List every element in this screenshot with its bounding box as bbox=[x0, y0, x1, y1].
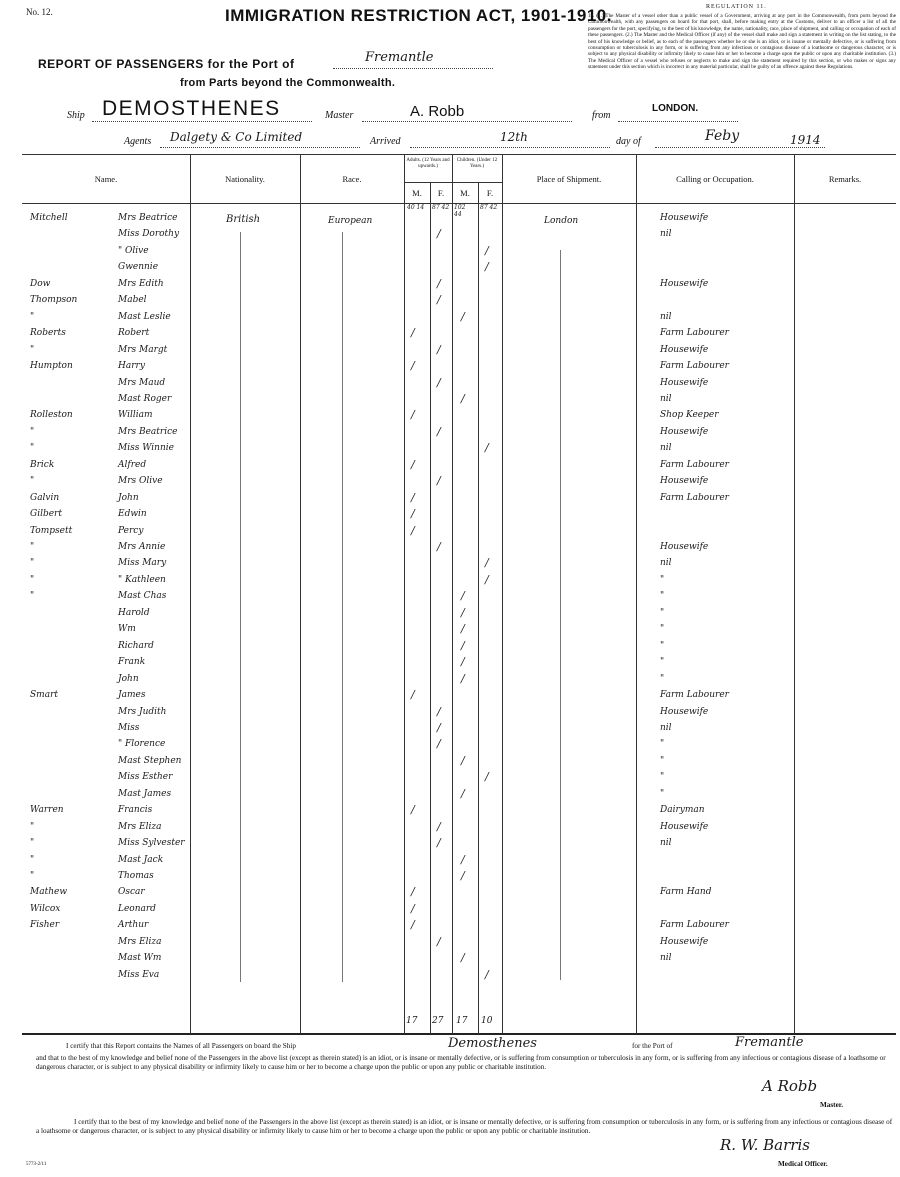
passenger-given-name: Mast James bbox=[118, 789, 172, 799]
count-tick-mark: / bbox=[411, 507, 415, 520]
passenger-occupation: " bbox=[660, 657, 665, 667]
passenger-given-name: Mrs Edith bbox=[118, 279, 164, 289]
passenger-given-name: Miss Eva bbox=[118, 970, 160, 980]
count-tick-mark: / bbox=[461, 622, 465, 635]
port-value: Fremantle bbox=[365, 50, 434, 65]
col-header-adult-m: M. bbox=[412, 188, 422, 198]
arrived-underline bbox=[410, 147, 610, 148]
passenger-given-name: Miss Winnie bbox=[118, 443, 174, 453]
passenger-given-name: Oscar bbox=[118, 887, 145, 897]
col-divider-5 bbox=[452, 154, 453, 1034]
from-label: from bbox=[592, 110, 611, 121]
passenger-surname: " bbox=[30, 542, 35, 552]
passenger-occupation: Shop Keeper bbox=[660, 410, 719, 420]
agents-label: Agents bbox=[124, 136, 152, 147]
from-value: LONDON. bbox=[652, 103, 699, 114]
passenger-surname: " bbox=[30, 838, 35, 848]
count-tick-mark: / bbox=[461, 869, 465, 882]
count-tick-mark: / bbox=[461, 655, 465, 668]
passenger-occupation: Housewife bbox=[660, 378, 709, 388]
passenger-given-name: Mast Jack bbox=[118, 855, 164, 865]
master-label: Master bbox=[325, 110, 354, 121]
passenger-surname: " bbox=[30, 427, 35, 437]
passenger-occupation: Housewife bbox=[660, 476, 709, 486]
passenger-occupation: " bbox=[660, 674, 665, 684]
col-header-race: Race. bbox=[342, 174, 362, 184]
from-parts-label: from Parts beyond the Commonwealth. bbox=[180, 77, 396, 89]
count-tick-mark: / bbox=[461, 672, 465, 685]
passenger-given-name: Mast Wm bbox=[118, 953, 162, 963]
passenger-given-name: Wm bbox=[118, 624, 136, 634]
passenger-given-name: Miss Mary bbox=[118, 558, 167, 568]
act-title: IMMIGRATION RESTRICTION ACT, 1901-1910. bbox=[225, 6, 612, 25]
passenger-surname: Tompsett bbox=[30, 526, 73, 536]
count-tick-mark: / bbox=[437, 705, 441, 718]
count-tick-mark: / bbox=[411, 803, 415, 816]
passenger-occupation: Housewife bbox=[660, 427, 709, 437]
count-tick-mark: / bbox=[461, 639, 465, 652]
passenger-occupation: Farm Labourer bbox=[660, 460, 729, 470]
passenger-surname: Thompson bbox=[30, 295, 78, 305]
passenger-occupation: " bbox=[660, 575, 665, 585]
col-header-adult-f: F. bbox=[437, 188, 445, 198]
passenger-occupation: Farm Labourer bbox=[660, 361, 729, 371]
count-tick-mark: / bbox=[437, 343, 441, 356]
passenger-given-name: Miss Sylvester bbox=[118, 838, 185, 848]
passenger-given-name: Frank bbox=[118, 657, 146, 667]
passenger-surname: Brick bbox=[30, 460, 55, 470]
count-tick-mark: / bbox=[437, 721, 441, 734]
count-tick-mark: / bbox=[411, 408, 415, 421]
count-tick-mark: / bbox=[485, 573, 489, 586]
count-tick-mark: / bbox=[461, 606, 465, 619]
master-signature: A Robb bbox=[762, 1077, 818, 1095]
agents-value: Dalgety & Co Limited bbox=[170, 130, 303, 144]
col-divider-8 bbox=[636, 154, 637, 1034]
passenger-occupation: " bbox=[660, 591, 665, 601]
count-tick-mark: / bbox=[461, 754, 465, 767]
col-divider-1 bbox=[190, 154, 191, 1034]
passenger-occupation: Housewife bbox=[660, 345, 709, 355]
passenger-occupation: nil bbox=[660, 394, 672, 404]
passenger-surname: " bbox=[30, 871, 35, 881]
passenger-given-name: Richard bbox=[118, 641, 154, 651]
passenger-given-name: " Olive bbox=[118, 246, 149, 256]
passenger-occupation: Farm Labourer bbox=[660, 328, 729, 338]
ship-label: Ship bbox=[67, 110, 85, 121]
total-child-m: 17 bbox=[456, 1016, 468, 1026]
passenger-occupation: " bbox=[660, 789, 665, 799]
passenger-occupation: Dairyman bbox=[660, 805, 705, 815]
race-value: European bbox=[328, 216, 373, 226]
col-header-child-f: F. bbox=[486, 188, 494, 198]
arrived-value: 12th bbox=[500, 130, 528, 144]
passenger-occupation: " bbox=[660, 739, 665, 749]
passenger-occupation: nil bbox=[660, 558, 672, 568]
passenger-given-name: John bbox=[118, 674, 139, 684]
passenger-occupation: nil bbox=[660, 443, 672, 453]
nationality-value: British bbox=[226, 214, 261, 225]
passenger-surname: " bbox=[30, 345, 35, 355]
passenger-given-name: Harry bbox=[118, 361, 145, 371]
passenger-surname: " bbox=[30, 575, 35, 585]
count-tick-mark: / bbox=[411, 885, 415, 898]
passenger-occupation: " bbox=[660, 772, 665, 782]
passenger-given-name: Mrs Olive bbox=[118, 476, 163, 486]
passenger-surname: Warren bbox=[30, 805, 64, 815]
passenger-surname: Humpton bbox=[30, 361, 73, 371]
printer-mark: 5773-2/11 bbox=[26, 1162, 47, 1167]
ship-value: DEMOSTHENES bbox=[102, 97, 281, 120]
passenger-given-name: Mrs Beatrice bbox=[118, 213, 178, 223]
passenger-given-name: Mrs Judith bbox=[118, 707, 167, 717]
child-f-count: 87 42 bbox=[480, 204, 498, 211]
count-tick-mark: / bbox=[411, 902, 415, 915]
count-tick-mark: / bbox=[485, 770, 489, 783]
count-tick-mark: / bbox=[437, 425, 441, 438]
count-tick-mark: / bbox=[437, 376, 441, 389]
passenger-surname: Gilbert bbox=[30, 509, 62, 519]
passenger-occupation: Farm Hand bbox=[660, 887, 712, 897]
count-tick-mark: / bbox=[437, 935, 441, 948]
master-value: A. Robb bbox=[410, 103, 465, 120]
passenger-surname: Mitchell bbox=[30, 213, 68, 223]
passenger-surname: Galvin bbox=[30, 493, 60, 503]
passenger-given-name: Francis bbox=[118, 805, 153, 815]
passenger-occupation: " bbox=[660, 608, 665, 618]
passenger-given-name: William bbox=[118, 410, 153, 420]
adult-m-count: 40 14 bbox=[407, 204, 425, 211]
passenger-given-name: Miss Esther bbox=[118, 772, 173, 782]
passenger-occupation: Housewife bbox=[660, 822, 709, 832]
passenger-surname: " bbox=[30, 443, 35, 453]
count-tick-mark: / bbox=[485, 441, 489, 454]
col-divider-2 bbox=[300, 154, 301, 1034]
date-underline bbox=[655, 147, 825, 148]
cert-for-port-label: for the Port of bbox=[632, 1042, 673, 1050]
passenger-given-name: Thomas bbox=[118, 871, 154, 881]
master-sign-label: Master. bbox=[820, 1101, 844, 1109]
regulation-text: 11. (1.) The Master of a vessel other than a public vessel of a Government, arriving at any port in the Commonwealth, from ports beyond the Commonwealth, with any passengers on board for that port, shall, before making entry at the Customs, deliver to an officer a list of all the passengers for the port, specifying, to the best of his knowledge, the name, nationality, race, place of shipment, and calling or occupation of each of these passengers. (2.) The Master and the Medical Officer (if any) of the vessel shall make and sign a statement in writing on the list stating, to the best of his knowledge or belief, as to each of the passengers whether he or she is an idiot, or is insane or mentally defective, or is suffering from consumption or tuberculosis in any form, or is suffering from any infectious or contagious disease of a loathsome or dangerous character, or is subject to any physical disability or infirmity likely to cause him or her to become a charge upon the public or upon any charitable institution. (3.) The Medical Officer of a vessel who refuses or neglects to make and sign the statement required by this section, or who makes or signs any statement under this section which is incorrect in any material particular, shall be guilty of an offence against these Regulations. bbox=[588, 13, 896, 71]
passenger-occupation: nil bbox=[660, 723, 672, 733]
report-label: REPORT OF PASSENGERS for the Port of bbox=[38, 57, 295, 71]
count-tick-mark: / bbox=[411, 458, 415, 471]
count-tick-mark: / bbox=[485, 260, 489, 273]
passenger-given-name: Mrs Margt bbox=[118, 345, 168, 355]
passenger-given-name: Robert bbox=[118, 328, 150, 338]
nationality-ditto-line bbox=[240, 232, 241, 982]
passenger-occupation: " bbox=[660, 624, 665, 634]
passenger-occupation: Housewife bbox=[660, 279, 709, 289]
count-tick-mark: / bbox=[485, 968, 489, 981]
passenger-surname: Dow bbox=[30, 279, 51, 289]
passenger-occupation: Farm Labourer bbox=[660, 920, 729, 930]
passenger-surname: " bbox=[30, 312, 35, 322]
passenger-occupation: nil bbox=[660, 312, 672, 322]
race-ditto-line bbox=[342, 232, 343, 982]
passenger-given-name: John bbox=[118, 493, 139, 503]
count-tick-mark: / bbox=[437, 277, 441, 290]
count-tick-mark: / bbox=[411, 359, 415, 372]
col-header-name: Name. bbox=[94, 174, 118, 184]
col-divider-3 bbox=[404, 154, 405, 1034]
day-of-label: day of bbox=[616, 136, 641, 147]
count-tick-mark: / bbox=[437, 293, 441, 306]
master-underline bbox=[362, 121, 572, 122]
passenger-given-name: Mast Chas bbox=[118, 591, 167, 601]
passenger-occupation: Housewife bbox=[660, 707, 709, 717]
total-adult-m: 17 bbox=[406, 1016, 418, 1026]
passenger-given-name: " Florence bbox=[118, 739, 166, 749]
count-tick-mark: / bbox=[411, 491, 415, 504]
count-tick-mark: / bbox=[461, 392, 465, 405]
year-value: 1914 bbox=[790, 133, 821, 147]
passenger-given-name: Harold bbox=[118, 608, 150, 618]
passenger-given-name: " Kathleen bbox=[118, 575, 166, 585]
medical-cert-text: I certify that to the best of my knowledge and belief none of the Passengers in the above list (except as therein stated) is an idiot, or is insane or mentally defective, or is suffering from consumption or tuberculosis in any form, or is suffering from any infectious or contagious disease of a loathsome or dangerous character, or is subject to any physical disability or infirmity likely to cause him or her to become a charge upon the public or upon any public or charitable institution. bbox=[36, 1118, 893, 1135]
col-header-children: Children. (Under 12 Years.) bbox=[456, 158, 498, 169]
passenger-given-name: James bbox=[118, 690, 146, 700]
count-tick-mark: / bbox=[461, 951, 465, 964]
passenger-given-name: Miss bbox=[118, 723, 140, 733]
passenger-occupation: nil bbox=[660, 953, 672, 963]
cert-ship-value: Demosthenes bbox=[448, 1036, 537, 1051]
col-header-adults: Adults. (12 Years and upwards.) bbox=[406, 158, 450, 169]
month-value: Feby bbox=[705, 128, 740, 144]
arrived-label: Arrived bbox=[370, 136, 401, 147]
child-m-count: 102 44 bbox=[454, 204, 466, 218]
col-header-child-m: M. bbox=[460, 188, 470, 198]
passenger-occupation: nil bbox=[660, 229, 672, 239]
count-tick-mark: / bbox=[437, 540, 441, 553]
passenger-given-name: Miss Dorothy bbox=[118, 229, 180, 239]
passenger-given-name: Mrs Eliza bbox=[118, 937, 162, 947]
count-tick-mark: / bbox=[437, 227, 441, 240]
passenger-occupation: " bbox=[660, 641, 665, 651]
passenger-given-name: Mast Roger bbox=[118, 394, 172, 404]
passenger-surname: " bbox=[30, 855, 35, 865]
passenger-surname: " bbox=[30, 558, 35, 568]
mf-rule bbox=[404, 182, 502, 183]
regulation-label: REGULATION 11. bbox=[706, 4, 767, 10]
count-tick-mark: / bbox=[461, 589, 465, 602]
passenger-occupation: nil bbox=[660, 838, 672, 848]
col-header-remarks: Remarks. bbox=[828, 174, 862, 184]
passenger-given-name: Alfred bbox=[118, 460, 147, 470]
passenger-surname: " bbox=[30, 591, 35, 601]
passenger-occupation: Farm Labourer bbox=[660, 690, 729, 700]
from-underline bbox=[618, 121, 738, 122]
count-tick-mark: / bbox=[411, 524, 415, 537]
passenger-given-name: Mrs Beatrice bbox=[118, 427, 178, 437]
count-tick-mark: / bbox=[485, 244, 489, 257]
passenger-given-name: Mast Stephen bbox=[118, 756, 182, 766]
col-divider-4 bbox=[430, 182, 431, 1034]
place-value: London bbox=[544, 216, 579, 226]
ship-underline bbox=[92, 121, 312, 122]
total-child-f: 10 bbox=[481, 1016, 493, 1026]
count-tick-mark: / bbox=[461, 310, 465, 323]
passenger-occupation: " bbox=[660, 756, 665, 766]
passenger-given-name: Mabel bbox=[118, 295, 147, 305]
port-underline bbox=[333, 68, 493, 69]
count-tick-mark: / bbox=[437, 474, 441, 487]
col-divider-6 bbox=[478, 182, 479, 1034]
col-divider-7 bbox=[502, 154, 503, 1034]
passenger-occupation: Housewife bbox=[660, 213, 709, 223]
col-header-nationality: Nationality. bbox=[225, 174, 265, 184]
form-number: No. 12. bbox=[26, 7, 53, 17]
passenger-surname: " bbox=[30, 822, 35, 832]
passenger-given-name: Mast Leslie bbox=[118, 312, 171, 322]
count-tick-mark: / bbox=[437, 820, 441, 833]
count-tick-mark: / bbox=[461, 787, 465, 800]
passenger-occupation: Housewife bbox=[660, 937, 709, 947]
count-tick-mark: / bbox=[411, 918, 415, 931]
col-header-place: Place of Shipment. bbox=[536, 174, 602, 184]
place-ditto-line bbox=[560, 250, 561, 980]
passenger-surname: Wilcox bbox=[30, 904, 61, 914]
passenger-surname: Smart bbox=[30, 690, 58, 700]
total-adult-f: 27 bbox=[432, 1016, 444, 1026]
col-divider-9 bbox=[794, 154, 795, 1034]
count-tick-mark: / bbox=[437, 836, 441, 849]
passenger-given-name: Edwin bbox=[118, 509, 147, 519]
cert-port-value: Fremantle bbox=[735, 1035, 804, 1050]
count-tick-mark: / bbox=[437, 737, 441, 750]
medical-signature: R. W. Barris bbox=[720, 1136, 810, 1154]
passenger-occupation: Housewife bbox=[660, 542, 709, 552]
passenger-surname: Roberts bbox=[30, 328, 66, 338]
count-tick-mark: / bbox=[411, 688, 415, 701]
count-tick-mark: / bbox=[461, 853, 465, 866]
passenger-given-name: Mrs Annie bbox=[118, 542, 166, 552]
passenger-surname: Mathew bbox=[30, 887, 68, 897]
adult-f-count: 87 42 bbox=[432, 204, 450, 211]
passenger-given-name: Gwennie bbox=[118, 262, 159, 272]
passenger-given-name: Mrs Eliza bbox=[118, 822, 162, 832]
passenger-given-name: Arthur bbox=[118, 920, 149, 930]
master-cert-text-1: I certify that this Report contains the Names of all Passengers on board the Ship bbox=[66, 1042, 296, 1050]
passenger-surname: Fisher bbox=[30, 920, 60, 930]
passenger-surname: Rolleston bbox=[30, 410, 73, 420]
passenger-surname: " bbox=[30, 476, 35, 486]
passenger-occupation: Farm Labourer bbox=[660, 493, 729, 503]
passenger-given-name: Mrs Maud bbox=[118, 378, 166, 388]
passenger-given-name: Percy bbox=[118, 526, 144, 536]
col-header-calling: Calling or Occupation. bbox=[676, 174, 754, 184]
count-tick-mark: / bbox=[485, 556, 489, 569]
passenger-given-name: Leonard bbox=[118, 904, 156, 914]
master-cert-text-2: and that to the best of my knowledge and belief none of the Passengers in the above list (except as therein stated) is an idiot, or is insane or mentally defective, or is suffering from consumption or tuberculosis in any form, or is suffering from any infectious or contagious disease of a loathsome or dangerous character, or is subject to any physical disability or infirmity likely to cause him or her to become a charge upon the public or upon any public or charitable institution. bbox=[36, 1054, 886, 1071]
count-tick-mark: / bbox=[411, 326, 415, 339]
agents-underline bbox=[160, 147, 360, 148]
table-top-rule bbox=[22, 154, 896, 155]
medical-sign-label: Medical Officer. bbox=[778, 1160, 828, 1168]
